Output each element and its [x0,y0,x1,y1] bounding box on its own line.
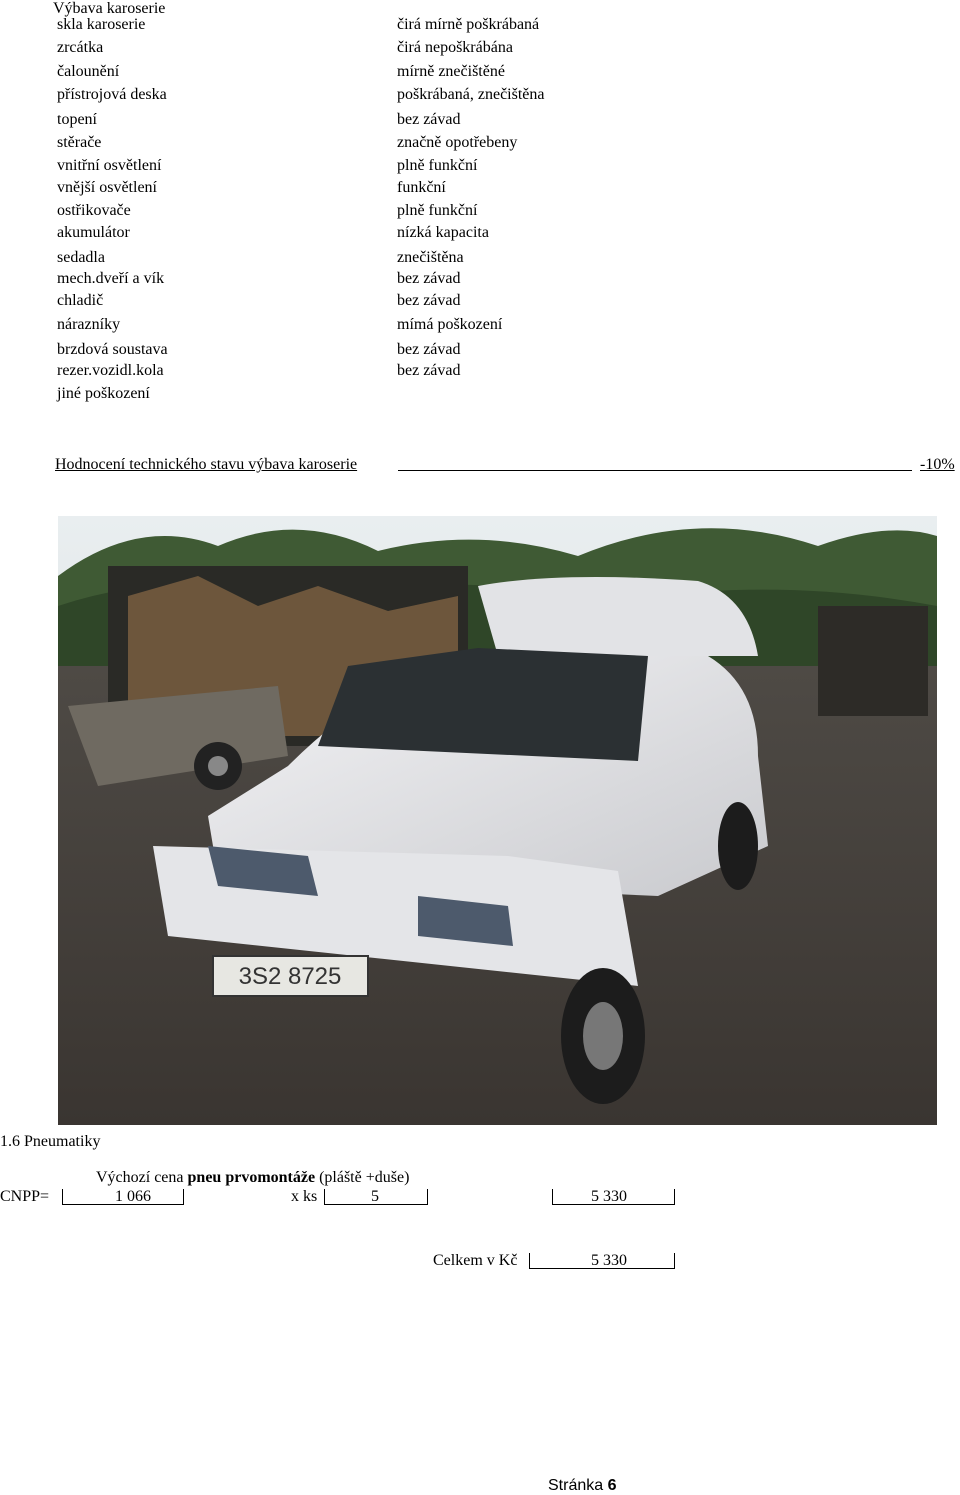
item-value: bez závad [397,362,461,379]
tire-price-caption-bold: pneu prvomontáže [187,1169,316,1186]
item-label: mech.dveří a vík [57,270,165,287]
item-label: vnitřní osvětlení [57,157,162,174]
item-label: ostřikovače [57,202,131,219]
tire-price-caption [96,1169,409,1187]
cnpp-left-bar [62,1189,63,1205]
item-value: bez závad [397,270,461,287]
evaluation-label: Hodnocení technického stavu výbava karoserie [55,456,358,473]
qty-label: x ks [291,1188,318,1205]
page-label: Stránka [548,1477,604,1494]
qty-value: 5 [371,1188,379,1205]
item-value: plně funkční [397,202,478,219]
qty-right-bar [427,1189,428,1205]
vehicle-photo [58,516,937,1125]
evaluation-rule [398,470,912,471]
item-value: bez závad [397,292,461,309]
total-left-bar [529,1253,530,1269]
item-value: nízká kapacita [397,224,489,241]
item-label: sedadla [57,249,105,266]
item-label: skla karoserie [57,16,146,33]
item-label: vnější osvětlení [57,179,157,196]
unit-price-right-bar [183,1189,184,1205]
item-label: čalounění [57,63,120,80]
item-label: nárazníky [57,316,121,333]
item-label: zrcátka [57,39,104,56]
item-label: rezer.vozidl.kola [57,362,164,379]
item-value: čirá nepoškrábána [397,39,513,56]
total-right-bar [674,1253,675,1269]
qty-left-bar [324,1189,325,1205]
total-value: 5 330 [591,1252,627,1269]
item-value: plně funkční [397,157,478,174]
item-value: znečištěna [397,249,464,266]
svg-text:3S2 8725: 3S2 8725 [238,963,342,990]
item-value: značně opotřebeny [397,134,518,151]
item-label: jiné poškození [57,385,150,402]
item-label: brzdová soustava [57,341,168,358]
evaluation-value: -10% [920,456,955,473]
tire-price-caption-suffix: (pláště +duše) [315,1169,410,1186]
section-title: Výbava karoserie [53,0,166,17]
item-label: akumulátor [57,224,130,241]
item-label: stěrače [57,134,102,151]
item-value: bez závad [397,111,461,128]
item-value: funkční [397,179,446,196]
total-label: Celkem v Kč [433,1252,518,1269]
item-label: přístrojová deska [57,86,167,103]
tire-price-caption-prefix: Výchozí cena [96,1169,188,1186]
item-value: mímá poškození [397,316,503,333]
item-label: chladič [57,292,104,309]
cnpp-label: CNPP= [0,1188,50,1205]
tires-heading: 1.6 Pneumatiky [0,1133,101,1150]
subtotal-value: 5 330 [591,1188,627,1205]
page-footer [548,1477,617,1495]
subtotal-right-bar [674,1189,675,1205]
item-value: poškrábaná, znečištěna [397,86,545,103]
item-value: čirá mírně poškrábaná [397,16,540,33]
unit-price: 1 066 [115,1188,151,1205]
item-label: topení [57,111,97,128]
item-value: mírně znečištěné [397,63,505,80]
subtotal-left-bar [552,1189,553,1205]
item-value: bez závad [397,341,461,358]
page-number: 6 [607,1477,617,1494]
